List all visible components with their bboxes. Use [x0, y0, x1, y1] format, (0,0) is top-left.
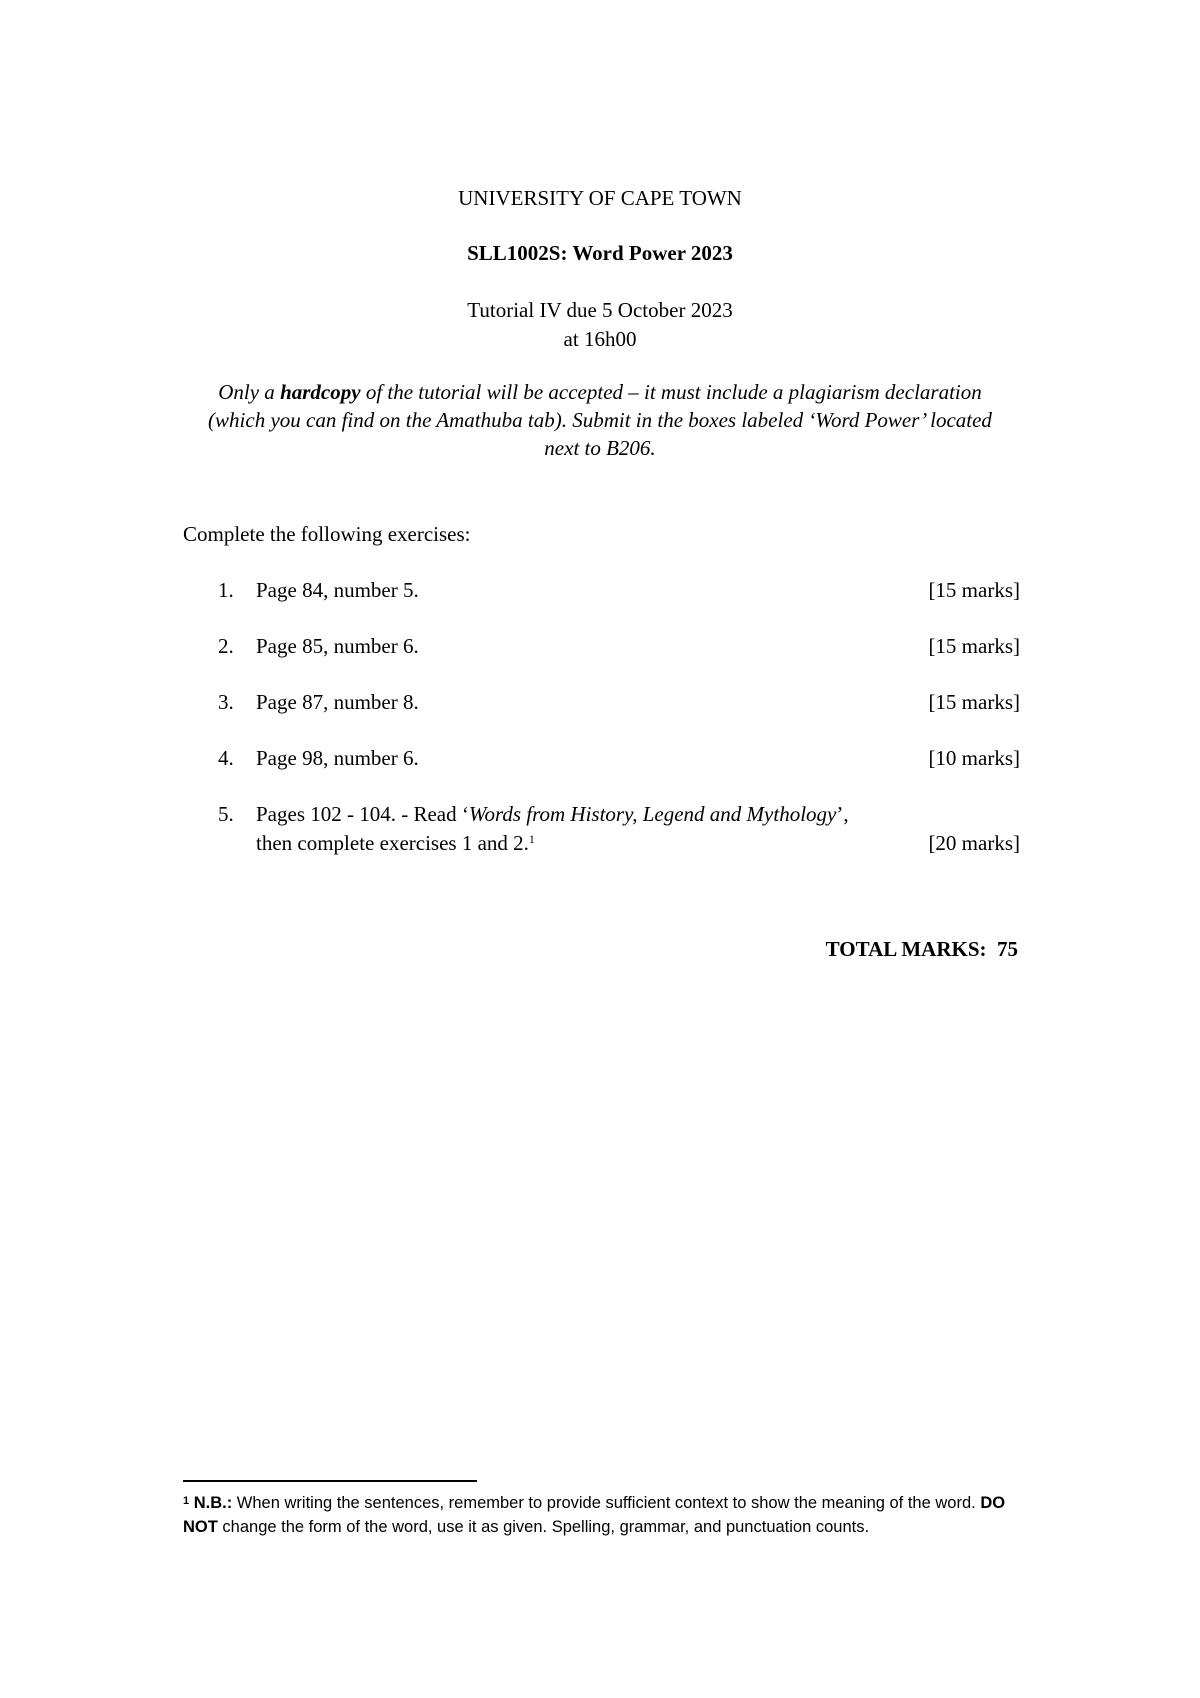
footnote-text-2: change the form of the word, use it as given. Spelling, grammar, and punctuation counts.	[217, 1518, 870, 1536]
exercise-number: 3.	[218, 690, 234, 714]
exercise-number: 2.	[218, 634, 234, 658]
notice-bold-word: hardcopy	[280, 380, 361, 404]
exercises-intro: Complete the following exercises:	[183, 522, 471, 546]
footnote	[183, 1491, 1028, 1539]
footnote-reference: 1	[528, 832, 535, 846]
exercise-number: 1.	[218, 578, 234, 602]
course-title: SLL1002S: Word Power 2023	[467, 241, 733, 265]
notice-prefix: Only a	[218, 380, 281, 404]
tutorial-due-time: at 16h00	[563, 327, 637, 351]
exercise-marks: [15 marks]	[928, 578, 1020, 602]
footnote-separator	[183, 1480, 477, 1482]
exercise-text	[256, 800, 849, 828]
footnote-nb: N.B.:	[193, 1494, 233, 1512]
exercise-text: Page 85, number 6.	[256, 634, 419, 658]
exercise-number: 5.	[218, 802, 234, 826]
total-marks	[826, 935, 1018, 963]
exercise-text-italic: Words from History, Legend and Mythology	[468, 802, 837, 826]
total-label: TOTAL MARKS:	[825, 937, 987, 961]
exercise-marks: [15 marks]	[928, 634, 1020, 658]
exercise-marks: [15 marks]	[928, 690, 1020, 714]
footnote-text-1: When writing the sentences, remember to provide sufficient context to show the meaning of the word.	[232, 1494, 981, 1512]
exercise-text-line2	[256, 829, 535, 857]
exercise-text: Page 84, number 5.	[256, 578, 419, 602]
exercise-text: Page 98, number 6.	[256, 746, 419, 770]
total-value: 75	[997, 937, 1018, 961]
exercise-text: Page 87, number 8.	[256, 690, 419, 714]
notice-rest: of the tutorial will be accepted – it must include a plagiarism declaration (which you can find on the Amathuba tab). Submit in the boxes labeled ‘Word Power’ located next to B206.	[208, 380, 992, 460]
tutorial-due-line: Tutorial IV due 5 October 2023	[467, 298, 733, 322]
footnote-marker: 1	[183, 1495, 190, 1507]
footnote-do-not: DO NOT	[183, 1494, 1006, 1536]
university-name: UNIVERSITY OF CAPE TOWN	[458, 186, 742, 210]
submission-notice	[200, 378, 1000, 462]
exercise-text-suffix: ’,	[836, 802, 849, 826]
exercise-line2-text: then complete exercises 1 and 2.	[256, 831, 529, 855]
exercise-marks: [10 marks]	[928, 746, 1020, 770]
exercise-number: 4.	[218, 746, 234, 770]
exercise-text-prefix: Pages 102 - 104. - Read ‘	[256, 802, 469, 826]
exercise-marks: [20 marks]	[928, 831, 1020, 855]
